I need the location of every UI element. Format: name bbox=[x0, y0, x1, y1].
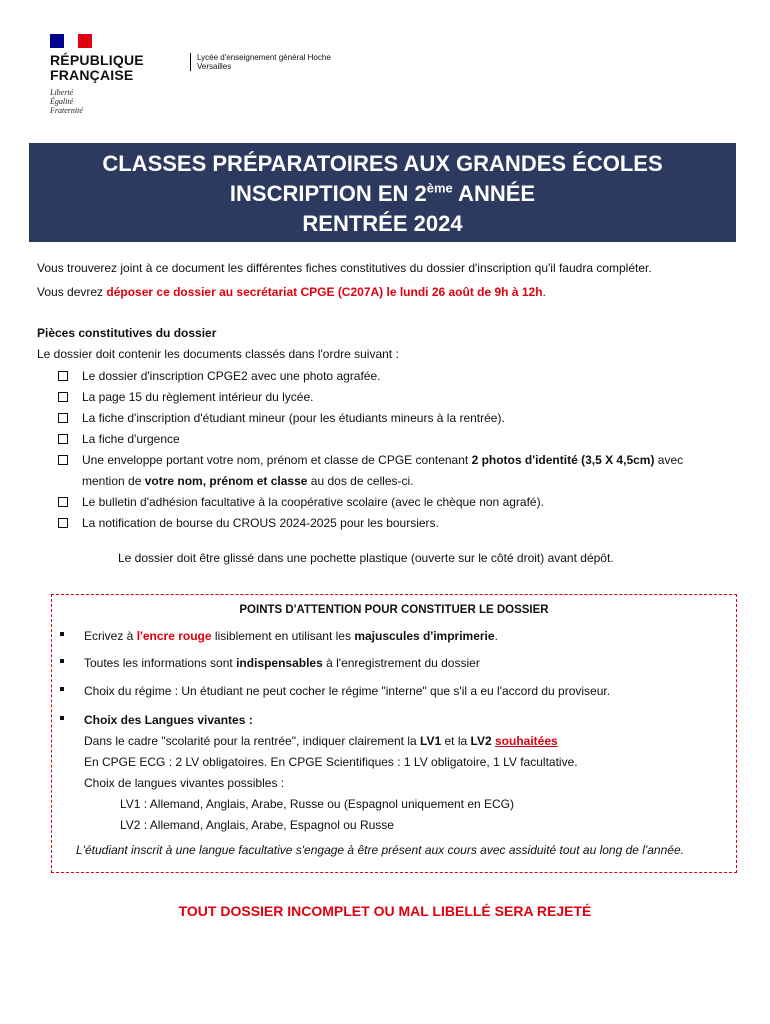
banner-line2: INSCRIPTION EN 2ème ANNÉE bbox=[229, 180, 536, 206]
french-flag-icon bbox=[50, 34, 92, 48]
checkbox-icon bbox=[58, 392, 68, 402]
list-item: La page 15 du règlement intérieur du lycée. bbox=[57, 387, 747, 408]
deposit-instruction: Vous devrez déposer ce dossier au secrétariat CPGE (C207A) le lundi 26 août de 9h à 12h. bbox=[37, 285, 546, 299]
lv2-options: LV2 : Allemand, Anglais, Arabe, Espagnol ou Russe bbox=[120, 818, 394, 832]
rejection-warning: TOUT DOSSIER INCOMPLET OU MAL LIBELLÉ SERA REJETÉ bbox=[178, 903, 592, 919]
republique-francaise-logo bbox=[50, 34, 144, 115]
school-name: Lycée d'enseignement général Hoche Versailles bbox=[190, 53, 331, 71]
list-item-envelope: Une enveloppe portant votre nom, prénom et classe de CPGE contenant 2 photos d'identité (3,5 X 4,5cm) avec mention de votre nom, prénom et classe au dos de celles-ci. bbox=[57, 450, 747, 492]
attention-box bbox=[51, 594, 737, 873]
pieces-heading: Pièces constitutives du dossier bbox=[37, 326, 217, 340]
attention-bullet-ink: Ecrivez à l'encre rouge lisiblement en utilisant les majuscules d'imprimerie. bbox=[60, 626, 498, 647]
motto: Liberté Égalité Fraternité bbox=[50, 88, 83, 115]
pochette-note: Le dossier doit être glissé dans une pochette plastique (ouverte sur le côté droit) avant dépôt. bbox=[118, 551, 614, 565]
checkbox-icon bbox=[58, 371, 68, 381]
checkbox-icon bbox=[58, 413, 68, 423]
pieces-list bbox=[57, 366, 747, 534]
list-item: La notification de bourse du CROUS 2024-2025 pour les boursiers. bbox=[57, 513, 747, 534]
facultative-note: L'étudiant inscrit à une langue facultative s'engage à être présent aux cours avec assiduité tout au long de l'année. bbox=[76, 843, 684, 857]
checkbox-icon bbox=[58, 518, 68, 528]
banner-line1: CLASSES PRÉPARATOIRES AUX GRANDES ÉCOLES bbox=[102, 151, 663, 176]
checkbox-icon bbox=[58, 455, 68, 465]
list-item: La fiche d'inscription d'étudiant mineur (pour les étudiants mineurs à la rentrée). bbox=[57, 408, 747, 429]
attention-bullet-regime: Choix du régime : Un étudiant ne peut cocher le régime "interne" que s'il a eu l'accord du proviseur. bbox=[60, 681, 610, 702]
attention-title: POINTS D'ATTENTION POUR CONSTITUER LE DOSSIER bbox=[239, 604, 549, 616]
lv1-options: LV1 : Allemand, Anglais, Arabe, Russe ou (Espagnol uniquement en ECG) bbox=[120, 797, 515, 811]
checkbox-icon bbox=[58, 434, 68, 444]
list-item: Le bulletin d'adhésion facultative à la coopérative scolaire (avec le chèque non agrafé). bbox=[57, 492, 747, 513]
checkbox-icon bbox=[58, 497, 68, 507]
banner-line3: RENTRÉE 2024 bbox=[302, 211, 463, 236]
pieces-lead: Le dossier doit contenir les documents classés dans l'ordre suivant : bbox=[37, 347, 399, 361]
title-banner bbox=[29, 143, 736, 242]
attention-bullet-langues: Choix des Langues vivantes : Dans le cadre "scolarité pour la rentrée", indiquer clairement la LV1 et la LV2 souhaitées En CPGE ECG : 2 LV obligatoires. En CPGE Scientifiques : 1 LV obligatoire, 1 LV facultative. Choix de langues vivantes possibles : bbox=[60, 710, 578, 794]
list-item: Le dossier d'inscription CPGE2 avec une photo agrafée. bbox=[57, 366, 747, 387]
list-item: La fiche d'urgence bbox=[57, 429, 747, 450]
attention-bullet-info: Toutes les informations sont indispensables à l'enregistrement du dossier bbox=[60, 653, 480, 674]
republique-title: RÉPUBLIQUE FRANÇAISE bbox=[50, 52, 144, 83]
intro-paragraph: Vous trouverez joint à ce document les différentes fiches constitutives du dossier d'inscription qu'il faudra compléter. bbox=[37, 261, 652, 275]
